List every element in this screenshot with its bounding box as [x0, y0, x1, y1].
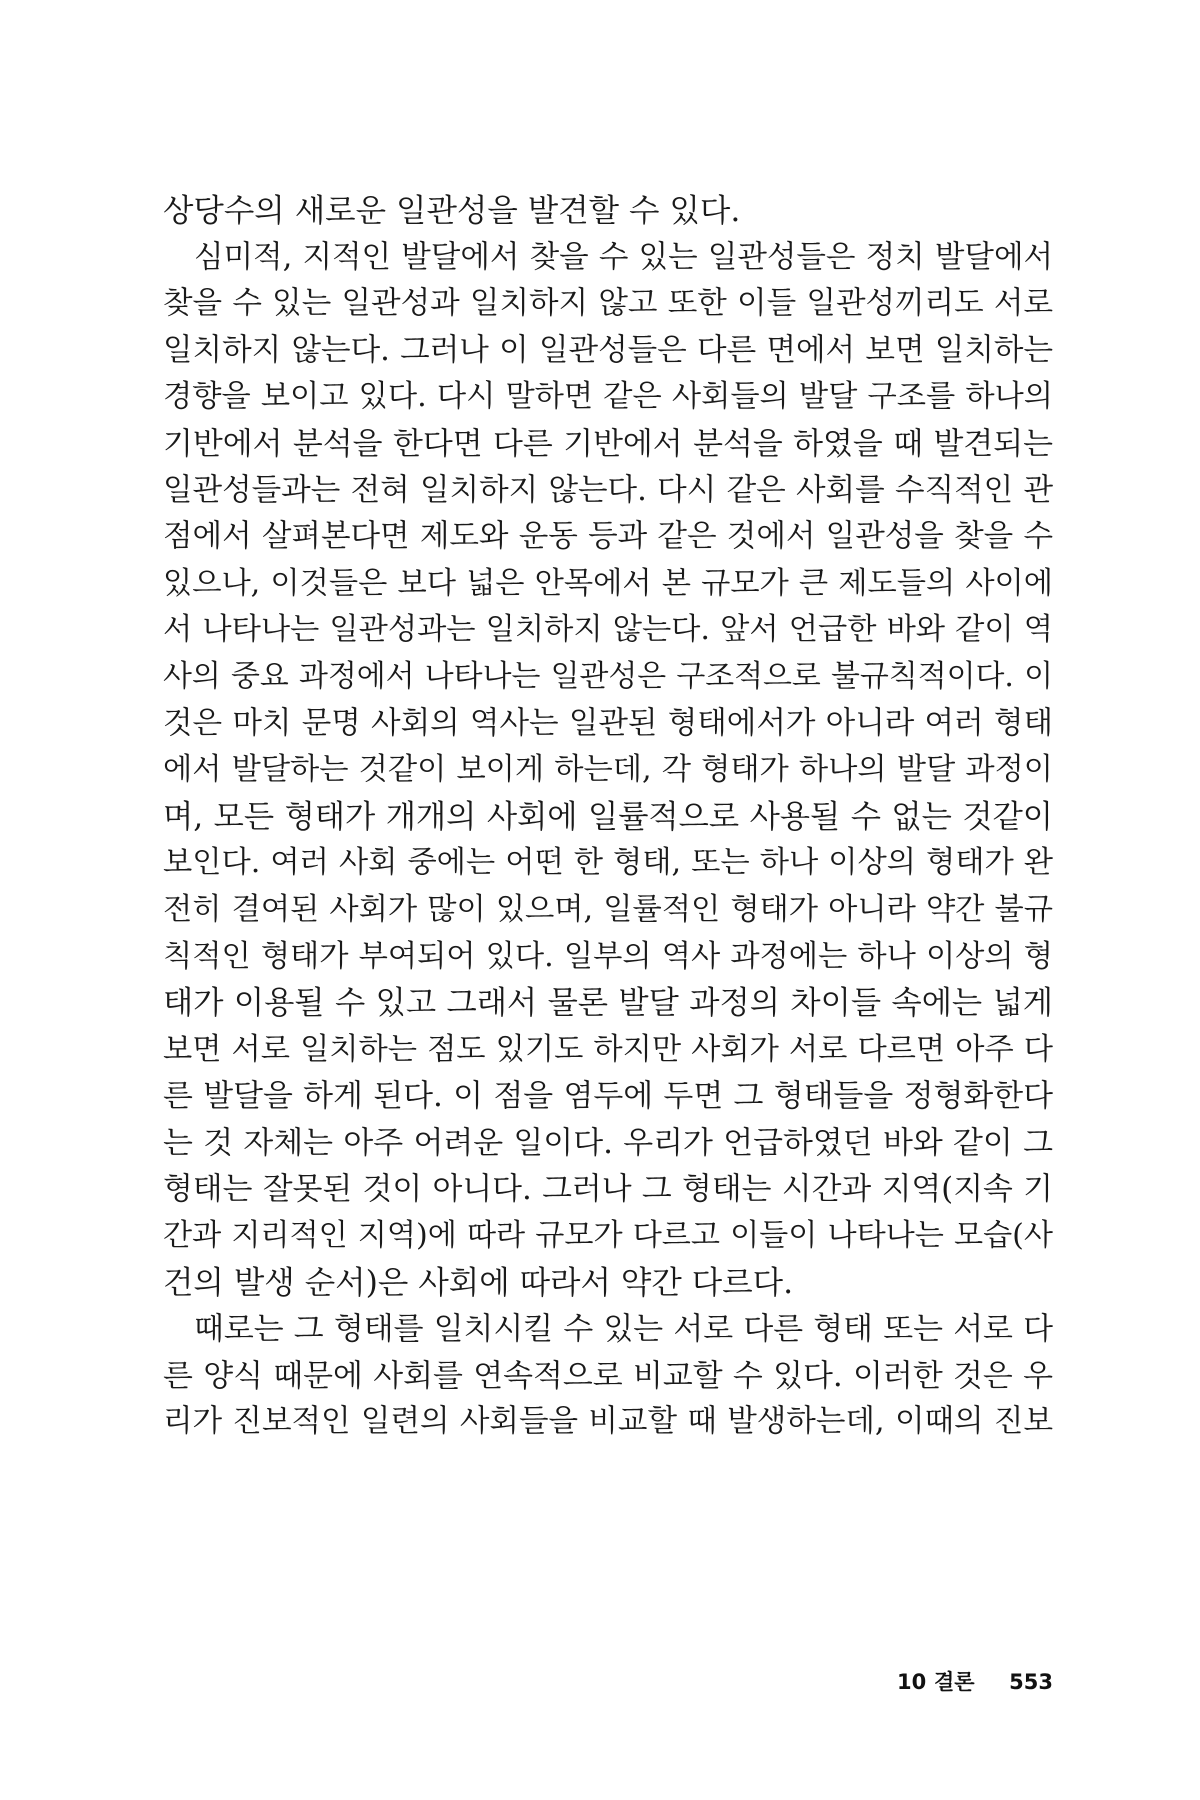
text-line-6: 기반에서 분석을 한다면 다른 기반에서 분석을 하였을 때 발견되는 — [163, 425, 1053, 462]
chapter-title: 결론 — [934, 1670, 975, 1694]
text-line-12: 것은 마치 문명 사회의 역사는 일관된 형태에서가 아니라 여러 형태 — [163, 705, 1053, 741]
text-line-27: 리가 진보적인 일련의 사회들을 비교할 때 발생하는데, 이때의 진보 — [163, 1404, 1053, 1440]
text-line-26: 른 양식 때문에 사회를 연속적으로 비교할 수 있다. 이러한 것은 우 — [163, 1357, 1053, 1394]
text-line-14: 며, 모든 형태가 개개의 사회에 일률적으로 사용될 수 없는 것같이 — [163, 798, 1053, 835]
text-line-21: 는 것 자체는 아주 어려운 일이다. 우리가 언급하였던 바와 같이 그 — [163, 1124, 1053, 1161]
text-line-10: 서 나타나는 일관성과는 일치하지 않는다. 앞서 언급한 바와 같이 역 — [163, 612, 1053, 648]
text-line-16: 전히 결여된 사회가 많이 있으며, 일률적인 형태가 아니라 약간 불규 — [163, 891, 1053, 927]
text-line-1: 상당수의 새로운 일관성을 발견할 수 있다. — [163, 193, 741, 229]
body-text — [163, 188, 1053, 1446]
text-line-15: 보인다. 여러 사회 중에는 어떤 한 형태, 또는 하나 이상의 형태가 완 — [163, 845, 1053, 881]
text-line-18: 태가 이용될 수 있고 그래서 물론 발달 과정의 차이들 속에는 넓게 — [163, 985, 1053, 1022]
text-line-5: 경향을 보이고 있다. 다시 말하면 같은 사회들의 발달 구조를 하나의 — [163, 379, 1053, 415]
text-line-25: 때로는 그 형태를 일치시킬 수 있는 서로 다른 형태 또는 서로 다 — [194, 1311, 1053, 1348]
text-line-9: 있으나, 이것들은 보다 넓은 안목에서 본 규모가 큰 제도들의 사이에 — [163, 565, 1053, 601]
chapter-number: 10 — [897, 1670, 927, 1694]
text-line-23: 간과 지리적인 지역)에 따라 규모가 다르고 이들이 나타나는 모습(사 — [163, 1218, 1053, 1254]
page-number: 553 — [1009, 1670, 1053, 1694]
text-line-4: 일치하지 않는다. 그러나 이 일관성들은 다른 면에서 보면 일치하는 — [163, 332, 1053, 368]
text-line-22: 형태는 잘못된 것이 아니다. 그러나 그 형태는 시간과 지역(지속 기 — [163, 1171, 1053, 1208]
text-line-13: 에서 발달하는 것같이 보이게 하는데, 각 형태가 하나의 발달 과정이 — [163, 752, 1053, 788]
text-line-8: 점에서 살펴본다면 제도와 운동 등과 같은 것에서 일관성을 찾을 수 — [163, 519, 1053, 555]
text-line-24: 건의 발생 순서)은 사회에 따라서 약간 다르다. — [163, 1264, 794, 1301]
text-line-11: 사의 중요 과정에서 나타나는 일관성은 구조적으로 불규칙적이다. 이 — [163, 658, 1053, 694]
text-line-3: 찾을 수 있는 일관성과 일치하지 않고 또한 이들 일관성끼리도 서로 — [163, 286, 1053, 322]
text-line-19: 보면 서로 일치하는 점도 있기도 하지만 사회가 서로 다르면 아주 다 — [163, 1031, 1053, 1067]
text-line-7: 일관성들과는 전혀 일치하지 않는다. 다시 같은 사회를 수직적인 관 — [163, 472, 1053, 508]
text-line-2: 심미적, 지적인 발달에서 찾을 수 있는 일관성들은 정치 발달에서 — [194, 239, 1053, 275]
text-line-17: 칙적인 형태가 부여되어 있다. 일부의 역사 과정에는 하나 이상의 형 — [163, 938, 1053, 974]
text-line-20: 른 발달을 하게 된다. 이 점을 염두에 두면 그 형태들을 정형화한다 — [163, 1078, 1053, 1115]
page-footer — [860, 1665, 1053, 1699]
